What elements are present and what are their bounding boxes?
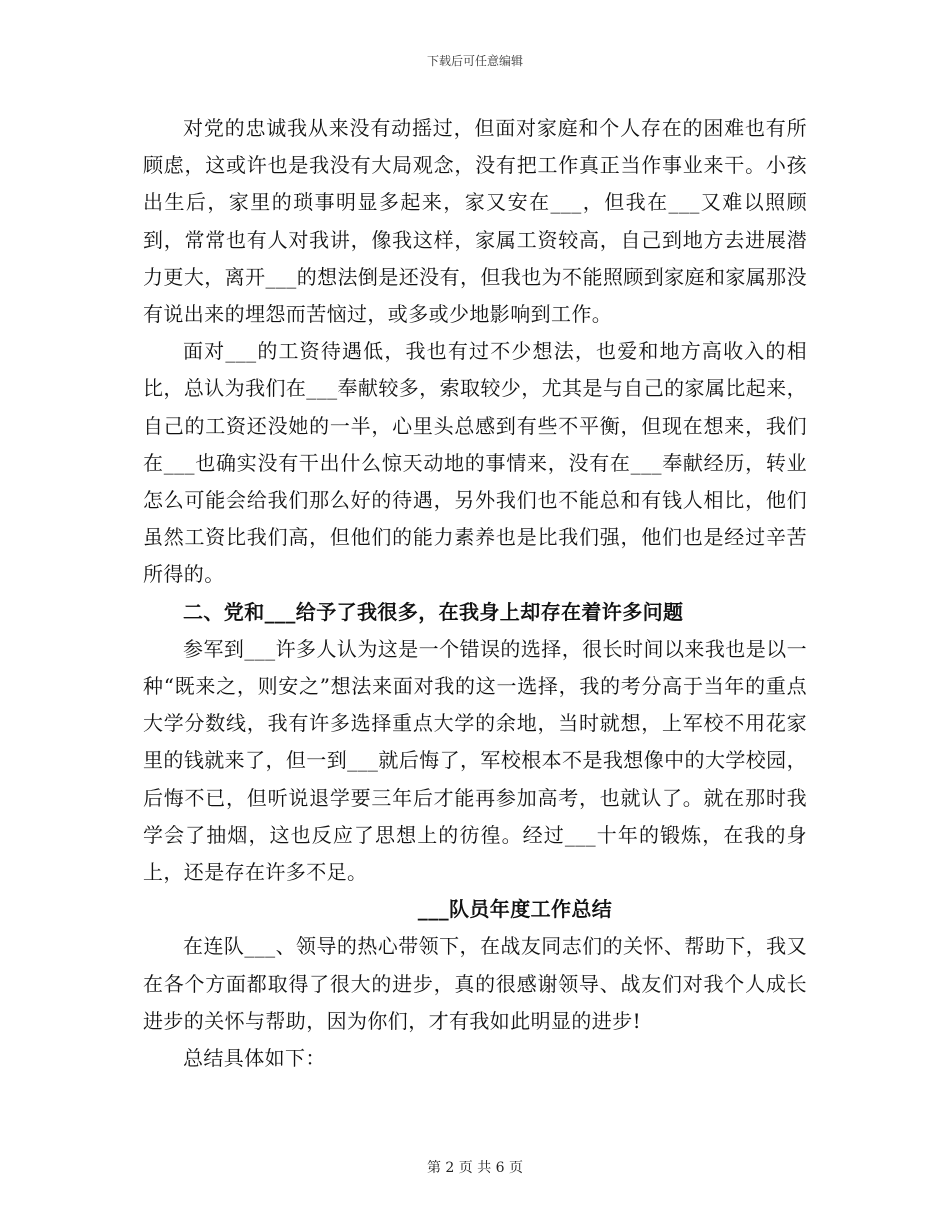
paragraph-summary-intro: 总结具体如下： <box>183 1046 326 1071</box>
page-footer: 第 2 页 共 6 页 <box>426 1160 524 1176</box>
document-body <box>143 110 807 1077</box>
section-heading-two: 二、党和___给予了我很多，在我身上却存在着许多问题 <box>183 599 684 624</box>
paragraph-enlistment: 参军到___许多人认为这是一个错误的选择，很长时间以来我也是以一种“既来之，则安之”想法来面对我的这一选择，我的考分高于当年的重点大学分数线，我有许多选择重点大学的余地，当时就想，上军校不用花家里的钱就来了，但一到___就后悔了，军校根本不是我想像中的大学校园，后悔不已，但听说退学要三年后才能再参加高考，也就认了。就在那时我学会了抽烟，这也反应了思想上的彷徨。经过___十年的锻炼，在我的身上，还是存在许多不足。 <box>143 636 807 885</box>
paragraph-thanks: 在连队___、领导的热心带领下，在战友同志们的关怀、帮助下，我又在各个方面都取得了很大的进步，真的很感谢领导、战友们对我个人成长进步的关怀与帮助，因为你们，才有我如此明显的进步! <box>143 934 807 1033</box>
page-header: 下载后可任意编辑 <box>426 54 523 68</box>
paragraph-salary: 面对___的工资待遇低，我也有过不少想法，也爱和地方高收入的相比，总认为我们在___奉献较多，索取较少，尤其是与自己的家属比起来，自己的工资还没她的一半，心里头总感到有些不平衡，但现在想来，我们在___也确实没有干出什么惊天动地的事情来，没有在___奉献经历，转业怎么可能会给我们那么好的待遇，另外我们也不能总和有钱人相比，他们虽然工资比我们高，但他们的能力素养也是比我们强，他们也是经过辛苦所得的。 <box>143 339 807 587</box>
paragraph-loyalty: 对党的忠诚我从来没有动摇过，但面对家庭和个人存在的困难也有所顾虑，这或许也是我没有大局观念，没有把工作真正当作事业来干。小孩出生后，家里的琐事明显多起来，家又安在___，但我在___又难以照顾到，常常也有人对我讲，像我这样，家属工资较高，自己到地方去进展潜力更大，离开___的想法倒是还没有，但我也为不能照顾到家庭和家属那没有说出来的埋怨而苦恼过，或多或少地影响到工作。 <box>143 116 807 327</box>
document-title: ___队员年度工作总结 <box>417 897 613 922</box>
